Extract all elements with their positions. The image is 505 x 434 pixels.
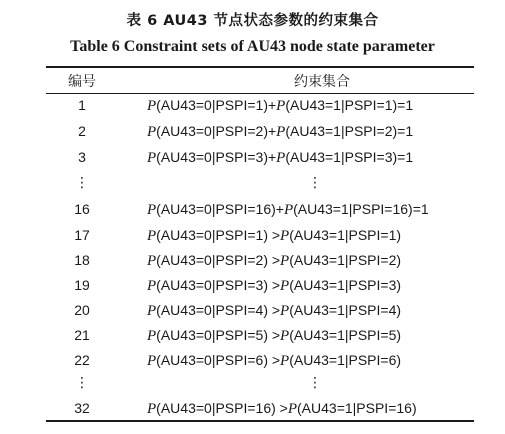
constraint-expression [147,199,429,220]
probability-term: (AU43=1|PSPI=2)=1 [285,123,414,139]
probability-term: (AU43=0|PSPI=3) > [156,277,281,293]
probability-symbol: P [276,98,286,114]
table-bottom-rule [46,420,474,422]
probability-term: (AU43=1|PSPI=2) [289,252,402,268]
probability-term: (AU43=1|PSPI=16)=1 [293,201,429,217]
probability-term: (AU43=0|PSPI=16) > [156,400,288,416]
probability-term: (AU43=1|PSPI=4) [289,302,402,318]
probability-symbol: P [283,202,294,218]
row-number: 16 [74,201,90,217]
table-row [46,121,474,141]
constraint-expression [147,121,413,142]
probability-term: (AU43=1|PSPI=5) [289,327,402,343]
table-row [46,373,474,393]
probability-term: (AU43=0|PSPI=5) > [156,327,281,343]
header-number: 编号 [68,74,96,90]
constraint-expression [147,225,401,246]
probability-term: (AU43=0|PSPI=16)+ [156,201,284,217]
constraint-expression [147,95,413,116]
table-row [46,325,474,345]
probability-symbol: P [280,353,290,369]
row-number: 3 [78,149,86,165]
probability-symbol: P [147,150,157,166]
table-caption-english: Table 6 Constraint sets of AU43 node state parameter [70,38,435,55]
row-number: 19 [74,277,90,293]
probability-symbol: P [147,124,157,140]
row-number: 2 [78,123,86,139]
row-number: ⋮ [75,375,89,391]
table-row [46,250,474,270]
probability-symbol: P [147,98,157,114]
probability-symbol: P [147,328,157,344]
probability-symbol: P [280,228,290,244]
table-row [46,173,474,193]
probability-symbol: P [147,278,157,294]
probability-term: (AU43=1|PSPI=1) [289,227,402,243]
probability-term: (AU43=0|PSPI=1) > [156,227,281,243]
ellipsis: ⋮ [308,375,322,391]
probability-symbol: P [287,401,298,417]
table-row [46,95,474,115]
probability-symbol: P [147,202,157,218]
constraint-expression [147,350,401,371]
constraint-expression [147,300,401,321]
probability-term: (AU43=1|PSPI=16) [297,400,417,416]
constraint-expression [147,250,401,271]
probability-term: (AU43=0|PSPI=6) > [156,352,281,368]
probability-symbol: P [147,228,157,244]
probability-symbol: P [276,124,286,140]
constraint-expression [147,275,401,296]
probability-symbol: P [280,278,290,294]
header-constraint-set: 约束集合 [294,74,350,90]
table-top-rule [46,66,474,68]
row-number: 32 [74,400,90,416]
row-number: 18 [74,252,90,268]
probability-symbol: P [147,253,157,269]
probability-symbol: P [280,253,290,269]
table-row [46,275,474,295]
table-header-rule [46,93,474,94]
table-row [46,225,474,245]
probability-symbol: P [147,401,157,417]
probability-term: (AU43=1|PSPI=6) [289,352,402,368]
row-number: 17 [74,227,90,243]
table-caption-chinese: 表 6 AU43 节点状态参数的约束集合 [126,13,379,29]
row-number: 1 [78,97,86,113]
probability-symbol: P [280,328,290,344]
probability-term: (AU43=0|PSPI=2)+ [156,123,277,139]
table-row [46,350,474,370]
row-number: 22 [74,352,90,368]
row-number: 21 [74,327,90,343]
probability-term: (AU43=1|PSPI=3) [289,277,402,293]
constraint-expression [147,325,401,346]
probability-term: (AU43=0|PSPI=2) > [156,252,281,268]
row-number: 20 [74,302,90,318]
probability-symbol: P [147,303,157,319]
probability-term: (AU43=1|PSPI=3)=1 [285,149,414,165]
table-row [46,199,474,219]
constraint-expression [147,147,413,168]
constraint-expression [147,398,417,419]
probability-symbol: P [147,353,157,369]
probability-term: (AU43=1|PSPI=1)=1 [285,97,414,113]
probability-term: (AU43=0|PSPI=3)+ [156,149,277,165]
ellipsis: ⋮ [308,175,322,191]
row-number: ⋮ [75,175,89,191]
probability-term: (AU43=0|PSPI=4) > [156,302,281,318]
probability-term: (AU43=0|PSPI=1)+ [156,97,277,113]
table-row [46,398,474,418]
table-row [46,300,474,320]
table-row [46,147,474,167]
probability-symbol: P [280,303,290,319]
probability-symbol: P [276,150,286,166]
